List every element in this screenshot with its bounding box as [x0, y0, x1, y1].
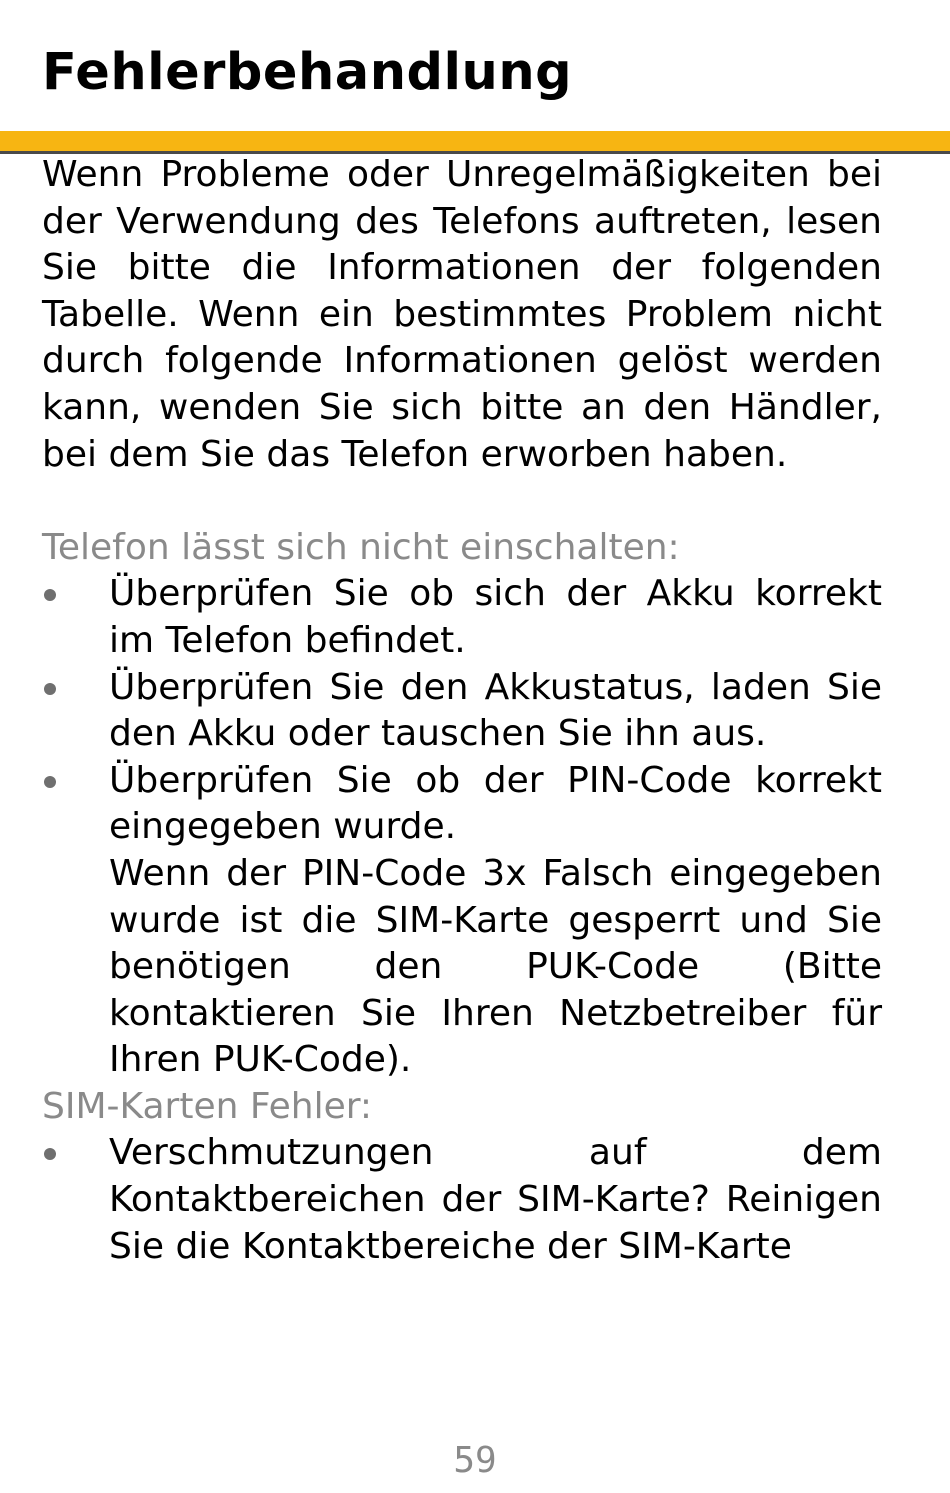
section-heading: Telefon lässt sich nicht einschalten: — [42, 526, 680, 568]
section-sim-card-error — [42, 1084, 882, 1270]
section-heading: SIM-Karten Fehler: — [42, 1085, 373, 1127]
paragraph-spacer — [42, 478, 882, 525]
page-content — [42, 152, 882, 1270]
list-item-text: Überprüfen Sie ob der PIN-Code korrekt eingegeben wurde. — [109, 759, 882, 848]
bullet-list — [42, 571, 882, 1084]
list-item — [42, 665, 882, 758]
intro-paragraph: Wenn Probleme oder Unregelmäßigkeiten bei der Verwendung des Telefons auftreten, lesen Sie bitte die Informationen der folgenden Tabelle. Wenn ein bestimmtes Problem nicht durch folgende Informationen gelöst werden kann, wenden Sie sich bitte an den Händler, bei dem Sie das Telefon erworben haben. — [42, 154, 882, 475]
page-title: Fehlerbehandlung — [42, 43, 573, 102]
section-phone-wont-turn-on — [42, 525, 882, 1084]
title-underline-bar — [0, 131, 950, 154]
bullet-icon — [44, 589, 56, 601]
bullet-icon — [44, 1148, 56, 1160]
list-item-text: Überprüfen Sie den Akkustatus, laden Sie den Akku oder tauschen Sie ihn aus. — [109, 666, 882, 755]
page-number: 59 — [453, 1440, 497, 1481]
list-item — [42, 1130, 882, 1270]
bullet-list — [42, 1130, 882, 1270]
list-item — [42, 758, 882, 1084]
bullet-icon — [44, 683, 56, 695]
list-item-note: Wenn der PIN-Code 3x Falsch eingegeben wurde ist die SIM-Karte gesperrt und Sie benötigen den PUK-Code (Bitte kontaktieren Sie Ihren Netzbetreiber für Ihren PUK-Code). — [109, 852, 882, 1081]
list-item-text: Überprüfen Sie ob sich der Akku korrekt im Telefon befindet. — [109, 573, 882, 661]
list-item-text: Verschmutzungen auf dem Kontaktbereichen der SIM-Karte? Reinigen Sie die Kontaktbereiche der SIM-Karte — [109, 1132, 882, 1267]
bullet-icon — [44, 776, 56, 788]
list-item — [42, 571, 882, 664]
